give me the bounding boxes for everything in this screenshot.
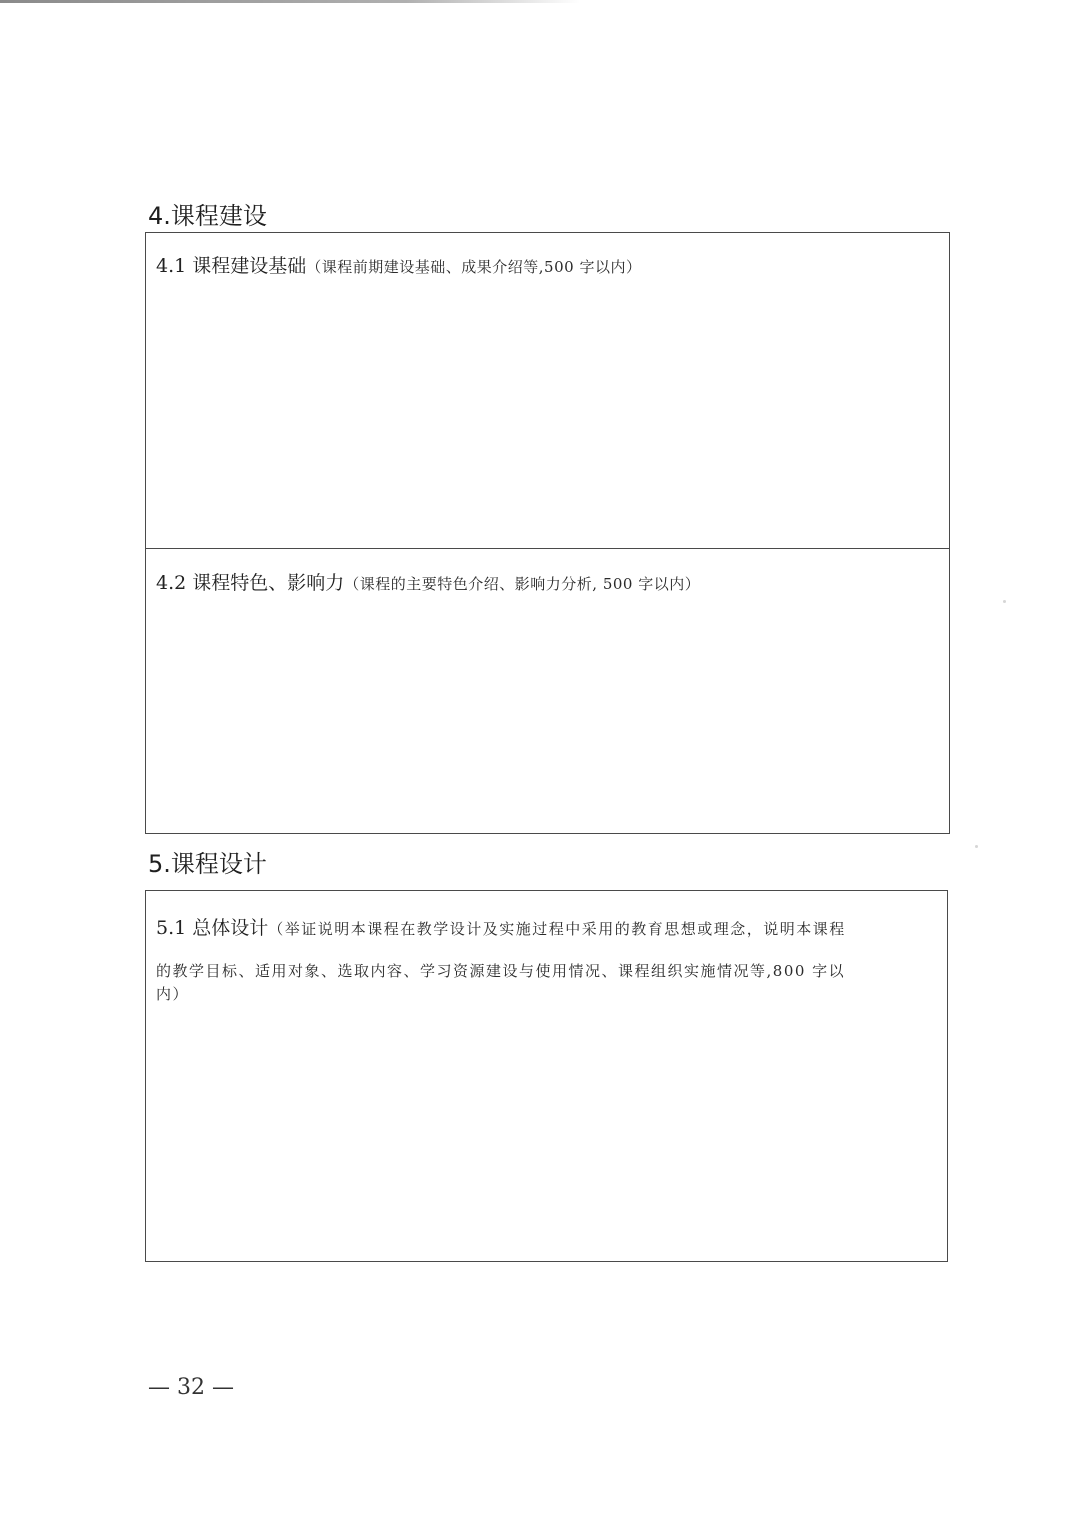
page-number: — 32 — — [148, 1375, 234, 1400]
row-4-2-title: 课程特色、影响力 — [192, 572, 345, 594]
row-4-1-note: （课程前期建设基础、成果介绍等,500 字以内） — [306, 258, 642, 276]
row-4-1-label — [156, 251, 939, 278]
row-5-1-title: 总体设计 — [192, 917, 269, 939]
row-4-1-number: 4.1 — [156, 255, 193, 277]
course-construction-table — [145, 232, 950, 834]
row-4-1-construction-basis[interactable] — [146, 233, 949, 548]
row-4-2-number: 4.2 — [156, 572, 193, 594]
section-heading-5: 5.课程设计 — [148, 850, 267, 878]
row-5-1-overall-design[interactable] — [146, 891, 947, 1261]
scan-top-edge — [0, 0, 580, 3]
row-5-1-note-line2: 的教学目标、适用对象、选取内容、学习资源建设与使用情况、课程组织实施情况等,800 字以 — [156, 962, 846, 980]
row-4-2-features-influence[interactable] — [146, 548, 949, 833]
row-5-1-label — [156, 907, 937, 1004]
section-heading-4: 4.课程建设 — [148, 202, 267, 230]
row-5-1-note-line3: 内） — [156, 985, 190, 1003]
scan-speck — [1003, 600, 1006, 603]
course-design-table — [145, 890, 948, 1262]
row-5-1-number: 5.1 — [156, 917, 193, 939]
row-4-2-label — [156, 568, 939, 595]
row-4-1-title: 课程建设基础 — [192, 255, 307, 277]
row-5-1-note-line1: （举证说明本课程在教学设计及实施过程中采用的教育思想或理念，说明本课程 — [268, 920, 846, 938]
scan-speck — [975, 845, 978, 848]
row-4-2-note: （课程的主要特色介绍、影响力分析, 500 字以内） — [344, 575, 701, 593]
